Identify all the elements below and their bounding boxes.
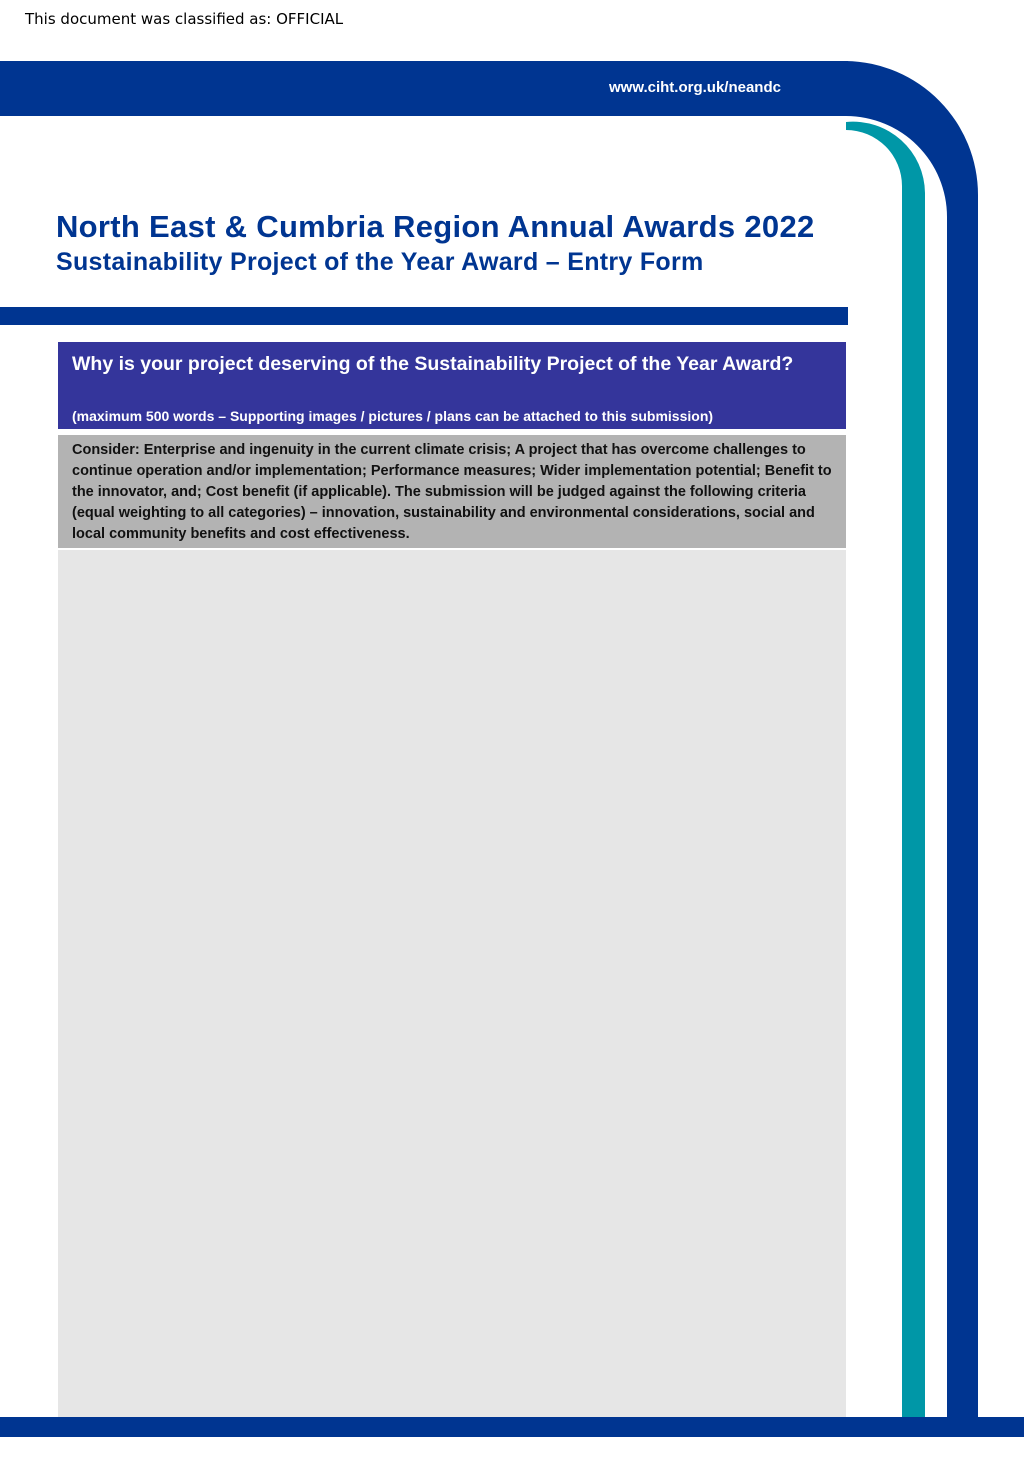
- entry-form-table: [58, 342, 847, 1432]
- page-title: North East & Cumbria Region Annual Awards 2022: [56, 209, 815, 244]
- guidance-text: Consider: Enterprise and ingenuity in the current climate crisis; A project that has overcome challenges to continue operation and/or implementation; Performance measures; Wider implementation potential; Benefit to the innovator, and; Cost benefit (if applicable). The submission will be judged against the following criteria (equal weighting to all categories) – innovation, sustainability and environmental considerations, social and local community benefits and cost effectiveness.: [72, 442, 832, 542]
- website-url: www.ciht.org.uk/neandc: [609, 79, 781, 96]
- classification-label: This document was classified as: OFFICIAL: [25, 10, 344, 28]
- divider-band: [0, 307, 848, 325]
- word-limit-note: (maximum 500 words – Supporting images / pictures / plans can be attached to this submission): [72, 408, 714, 424]
- footer-band: [0, 1417, 1024, 1437]
- guidance-box: [58, 435, 846, 548]
- answer-field[interactable]: [58, 550, 846, 1429]
- question-text: Why is your project deserving of the Sustainability Project of the Year Award?: [72, 353, 794, 375]
- page-subtitle: Sustainability Project of the Year Award – Entry Form: [56, 248, 704, 276]
- teal-curve: [846, 122, 925, 1417]
- question-header: [58, 342, 846, 429]
